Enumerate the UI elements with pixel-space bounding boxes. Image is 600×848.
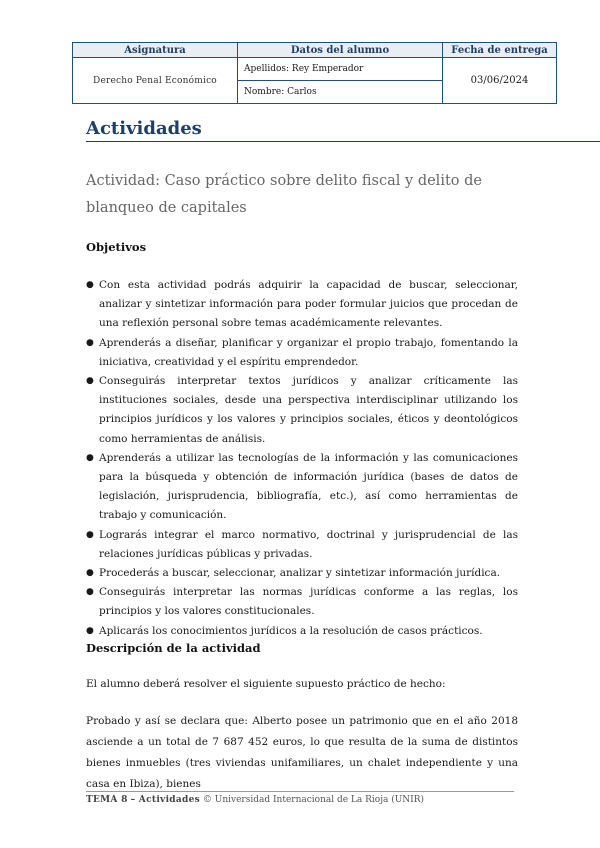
- bullet-icon: ●: [86, 452, 94, 463]
- list-item: ● Conseguirás interpretar las normas jurídicas conforme a las reglas, los principios y los valores constitucionales.: [86, 583, 518, 621]
- bullet-icon: ●: [86, 587, 94, 598]
- bullet-icon: ●: [86, 568, 94, 579]
- subject-cell: Derecho Penal Económico: [73, 58, 238, 104]
- footer-copyright: © Universidad Internacional de La Rioja (UNIR): [202, 795, 425, 805]
- footer-section: – Actividades: [130, 795, 201, 805]
- bullet-icon: ●: [86, 529, 94, 540]
- list-item: ● Procederás a buscar, seleccionar, analizar y sintetizar información jurídica.: [86, 564, 518, 583]
- list-item: ● Lograrás integrar el marco normativo, doctrinal y jurisprudencial de las relaciones jurídicas públicas y privadas.: [86, 526, 518, 564]
- header-date-col: Fecha de entrega: [443, 43, 557, 58]
- surname-cell: Apellidos: Rey Emperador: [238, 58, 443, 81]
- description-intro: El alumno deberá resolver el siguiente supuesto práctico de hecho:: [86, 678, 446, 690]
- footer-tema: TEMA 8: [86, 795, 128, 805]
- objectives-heading: Objetivos: [86, 240, 147, 254]
- description-body: Probado y así se declara que: Alberto posee un patrimonio que en el año 2018 asciende a un total de 7 687 452 euros, lo que resulta de la suma de distintos bienes inmuebles (tres viviendas unifamiliares, un chalet independiente y una casa en Ibiza), bienes: [86, 715, 518, 790]
- page-footer: [86, 795, 424, 805]
- header-student-col: Datos del alumno: [238, 43, 443, 58]
- bullet-icon: ●: [86, 376, 94, 387]
- list-item: ● Aprenderás a diseñar, planificar y organizar el propio trabajo, fomentando la iniciativa, creatividad y el espíritu emprendedor.: [86, 334, 518, 372]
- header-table: [72, 42, 557, 104]
- page-title: Actividades: [86, 118, 202, 139]
- objectives-list: [86, 276, 518, 641]
- bullet-icon: ●: [86, 337, 94, 348]
- list-item: ● Conseguirás interpretar textos jurídicos y analizar críticamente las instituciones sociales, desde una perspectiva interdisciplinar utilizando los principios jurídicos y los valores y principios sociales, éticos y deontológicos como herramientas de análisis.: [86, 372, 518, 449]
- header-subject-col: Asignatura: [73, 43, 238, 58]
- bullet-icon: ●: [86, 280, 94, 290]
- list-item: ● Aplicarás los conocimientos jurídicos a la resolución de casos prácticos.: [86, 622, 518, 641]
- title-underline: [86, 118, 600, 142]
- activity-subtitle: Actividad: Caso práctico sobre delito fiscal y delito de blanqueo de capitales: [86, 173, 482, 216]
- list-item: ● Aprenderás a utilizar las tecnologías de la información y las comunicaciones para la búsqueda y obtención de información jurídica (bases de datos de legislación, jurisprudencia, bibliografía, etc.), así como herramientas de trabajo y comunicación.: [86, 449, 518, 526]
- footer-divider: [86, 791, 514, 792]
- description-heading: Descripción de la actividad: [86, 641, 261, 655]
- list-item: ● Con esta actividad podrás adquirir la capacidad de buscar, seleccionar, analizar y sintetizar información para poder formular juicios que procedan de una reflexión personal sobre temas académicamente relevantes.: [86, 276, 518, 334]
- bullet-icon: ●: [86, 625, 94, 636]
- date-cell: 03/06/2024: [443, 58, 557, 104]
- name-cell: Nombre: Carlos: [238, 81, 443, 104]
